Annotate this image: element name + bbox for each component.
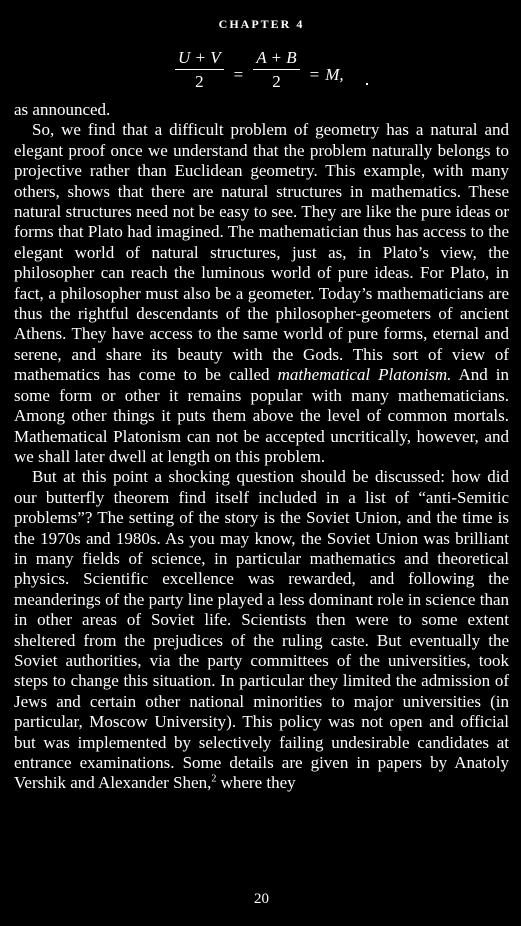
paragraph-text: So, we find that a difficult problem of geometry has a natural and elegant proof once we understand that the problem naturally belongs to projective rather than Euclidean geometry. This example, with many others, shows that there are natural structures in mathematics. These natural structures need not be easy to see. They are like the pure ideas or forms that Plato had imagined. The mathematician thus has access to the elegant world of natural structures, just as, in Plato’s view, the philosopher can reach the luminous world of pure ideas. For Plato, in fact, a philosopher must also be a geometer. Today’s mathematicians are thus the rightful descendants of the philosopher-geometers of ancient Athens. They have access to the same world of pure forms, eternal and serene, and share its beauty with the Gods. This sort of view of mathematics has come to be called [14,120,509,385]
equals-sign: = [309,65,320,84]
stray-dot [366,83,368,85]
body-text [14,100,509,794]
running-header: CHAPTER 4 [218,17,305,31]
equation-result: M, [325,65,344,84]
book-page [14,0,509,926]
display-equation [171,44,344,94]
footnote-marker[interactable]: 2 [211,773,217,785]
paragraph-continuation: as announced. [14,100,111,119]
fraction-a-plus-b [253,48,299,91]
paragraph-text: And in some form or other it remains popular with many mathematicians. Among other things it puts them above the level of common mortals. Mathematical Platonism can not be accepted uncritically, however, and we shall later dwell at length on this problem. [14,365,510,466]
emphasized-term: mathematical Platonism. [277,365,452,385]
paragraph [14,120,509,467]
fraction-numerator: U + V [175,48,224,70]
fraction-denominator: 2 [195,71,204,91]
fraction-u-plus-v [175,48,224,91]
fraction-numerator: A + B [253,48,299,70]
page-number: 20 [254,891,269,907]
fraction-denominator: 2 [272,71,281,91]
paragraph-text: But at this point a shocking question should be discussed: how did our butterfly theorem find itself included in a list of “anti-Semitic problems”? The setting of the story is the Soviet Union, and the time is the 1970s and 1980s. As you may know, the Soviet Union was brilliant in many fields of science, in particular mathematics and theoretical physics. Scientific excellence was rewarded, and following the meanderings of the party line played a less dominant role in science than in other areas of Soviet life. Scientists then were to some extent sheltered from the prejudices of the ruling caste. But eventually the Soviet authorities, via the party committees of the universities, took steps to change this situation. In particular they limited the admission of Jews and certain other national minorities to major universities (in particular, Moscow University). This policy was not open and official but was implemented by selectively failing undesirable candidates at entrance examinations. Some details are given in papers by Anatoly Vershik and Alexander Shen, [14,467,509,793]
equals-sign: = [233,65,244,84]
paragraph [14,467,509,794]
paragraph-text: where they [220,773,296,793]
